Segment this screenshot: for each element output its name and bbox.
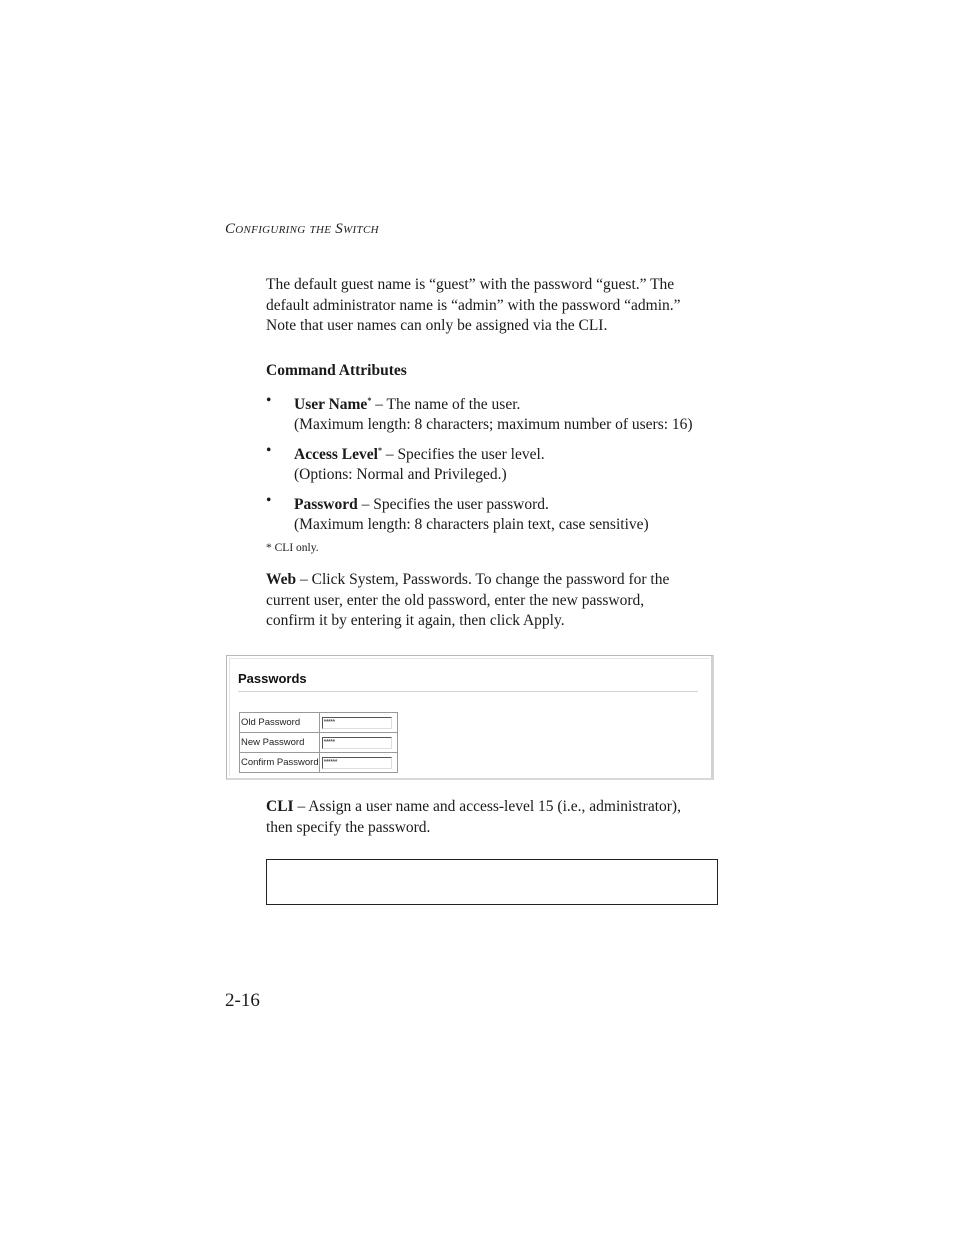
panel-divider <box>238 691 698 692</box>
attribute-desc: – Specifies the user level. <box>381 446 545 464</box>
confirm-password-label: Confirm Password <box>240 753 320 773</box>
old-password-label: Old Password <box>240 713 320 733</box>
form-row <box>240 733 398 753</box>
attribute-item-password <box>266 491 736 534</box>
bullet: • <box>266 442 272 459</box>
form-row <box>240 753 398 773</box>
cli-term: CLI <box>266 798 294 815</box>
cli-line: then specify the password. <box>266 818 431 836</box>
attribute-detail: (Maximum length: 8 characters; maximum number of users: 16) <box>294 416 693 434</box>
web-line: confirm it by entering it again, then click Apply. <box>266 612 565 629</box>
attribute-item-user-name <box>266 391 736 434</box>
command-attributes-heading: Command Attributes <box>266 362 407 379</box>
attribute-term: User Name* <box>294 396 372 414</box>
intro-line: default administrator name is “admin” with the password “admin.” <box>266 296 681 314</box>
attribute-term: Password <box>294 496 358 514</box>
web-line: – Click System, Passwords. To change the password for the <box>296 571 670 588</box>
intro-line: The default guest name is “guest” with the password “guest.” The <box>266 276 675 293</box>
web-line: current user, enter the old password, enter the new password, <box>266 591 645 609</box>
new-password-label: New Password <box>240 733 320 753</box>
cli-example-box <box>266 859 718 905</box>
confirm-password-input[interactable]: ****** <box>322 757 392 769</box>
panel-title: Passwords <box>238 671 307 686</box>
password-form <box>239 712 398 773</box>
intro-paragraph <box>266 275 726 337</box>
web-term: Web <box>266 571 297 588</box>
running-head: Configuring the Switch <box>225 221 379 237</box>
attribute-item-access-level <box>266 441 736 484</box>
page-number: 2-16 <box>225 990 260 1011</box>
web-paragraph <box>266 570 726 632</box>
attribute-detail: (Maximum length: 8 characters plain text, case sensitive) <box>294 516 649 534</box>
old-password-input[interactable]: ***** <box>322 717 392 729</box>
bullet: • <box>266 392 272 409</box>
form-row <box>240 713 398 733</box>
bullet: • <box>266 492 272 509</box>
attribute-term: Access Level* <box>294 446 382 464</box>
cli-paragraph <box>266 797 726 838</box>
cli-line: – Assign a user name and access-level 15 (i.e., administrator), <box>293 798 681 815</box>
attribute-desc: – Specifies the user password. <box>357 496 549 514</box>
passwords-screenshot <box>226 655 714 780</box>
attribute-detail: (Options: Normal and Privileged.) <box>294 466 507 484</box>
attribute-desc: – The name of the user. <box>371 396 521 414</box>
footnote: * CLI only. <box>266 542 319 554</box>
intro-line: Note that user names can only be assigned via the CLI. <box>266 317 608 334</box>
new-password-input[interactable]: ***** <box>322 737 392 749</box>
